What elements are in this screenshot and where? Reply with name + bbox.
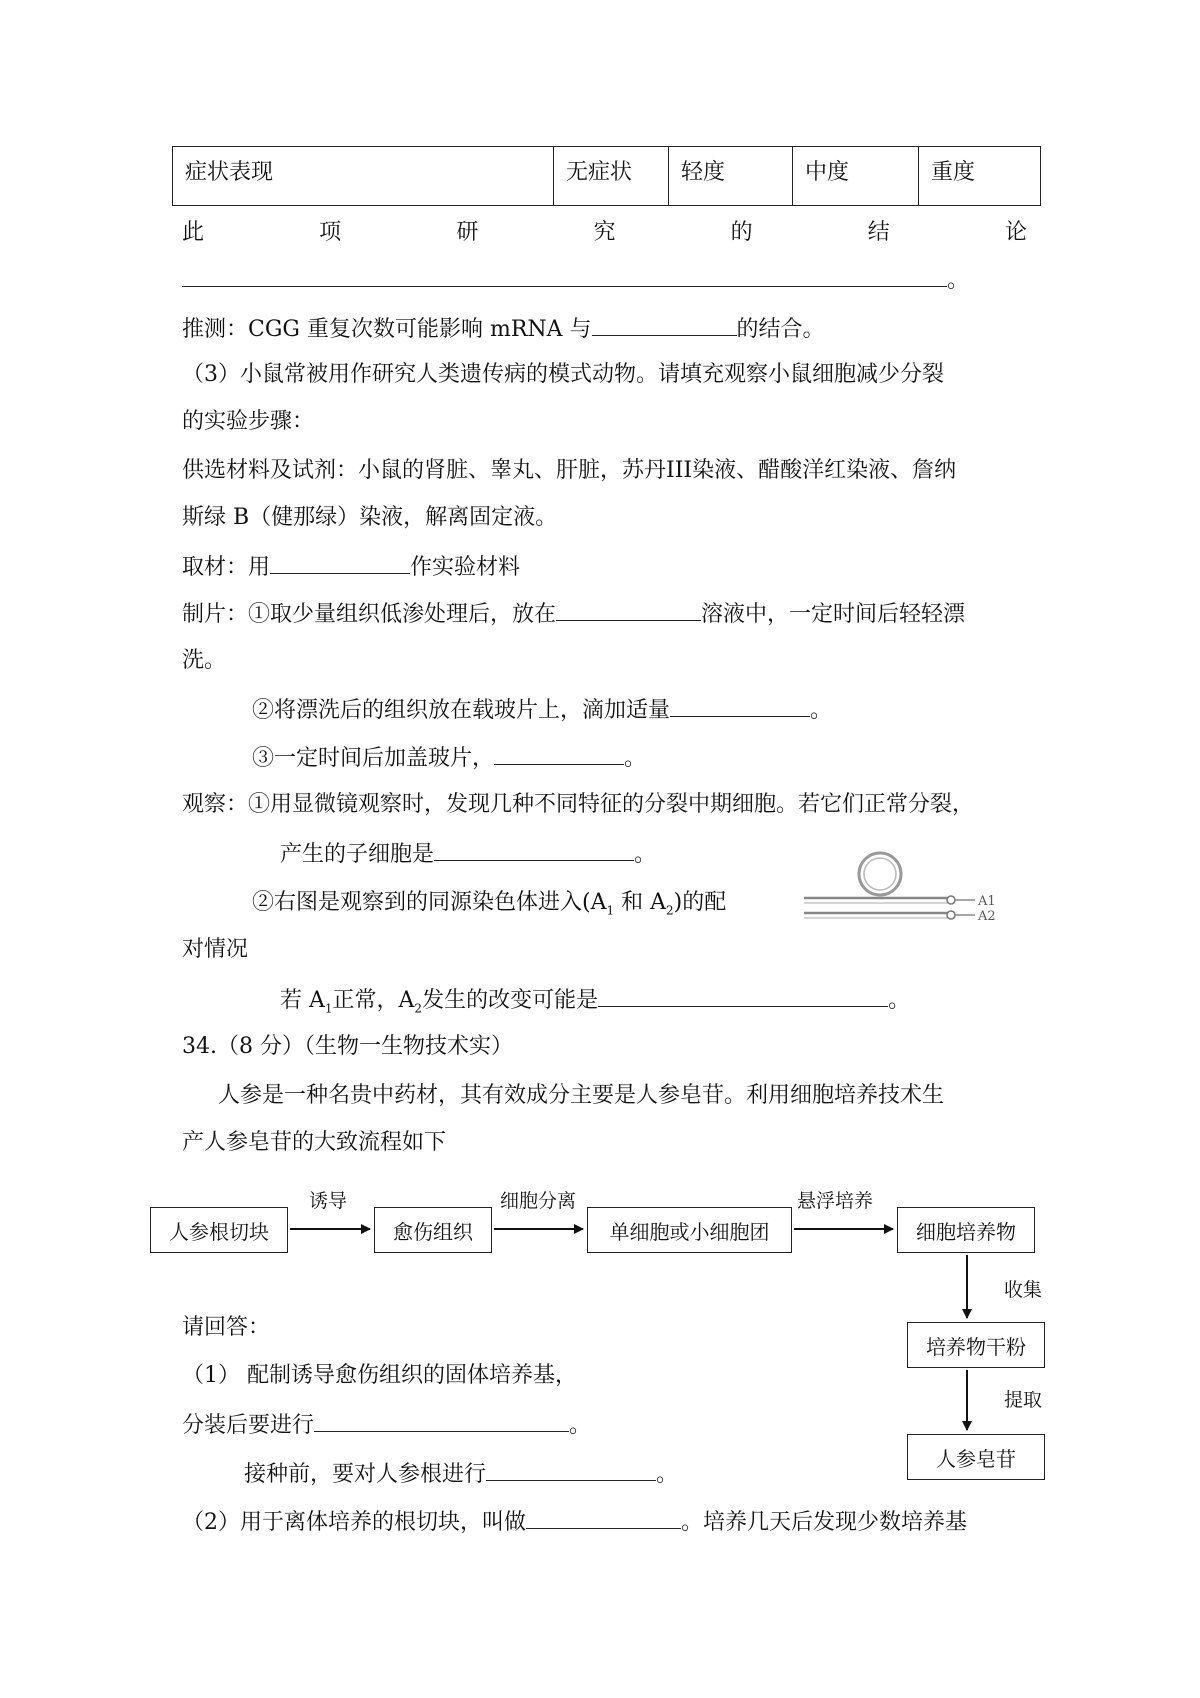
arrow-label-collect: 收集 (1004, 1279, 1043, 1301)
flow-box-root-cut: 人参根切块 (150, 1207, 288, 1253)
table-cell-mild: 轻度 (669, 147, 793, 206)
flow-box-dry-powder: 培养物干粉 (907, 1322, 1045, 1368)
take-material-line: 取材：用 作实验材料 (182, 551, 520, 583)
conclusion-char: 论 (1004, 220, 1027, 245)
arrow-label-extract: 提取 (1004, 1389, 1043, 1411)
materials-line1: 供选材料及试剂：小鼠的肾脏、睾丸、肝脏，苏丹III染液、醋酸洋红染液、詹纳 (182, 458, 957, 483)
prep-step1-cont: 洗。 (182, 648, 227, 673)
prep-step1: 制片：①取少量组织低渗处理后，放在 溶液中，一定时间后轻轻漂 (182, 598, 965, 630)
label-a2: A2 (978, 909, 996, 924)
observe-step1: 观察：①用显微镜观察时，发现几种不同特征的分裂中期细胞。若它们正常分裂， (182, 792, 975, 817)
conclusion-char: 究 (593, 220, 616, 245)
q2-line1: （2）用于离体培养的根切块，叫做 。培养几天后发现少数培养基 (182, 1506, 967, 1538)
conclusion-blank-line: 。 (182, 264, 969, 296)
table-cell-moderate: 中度 (793, 147, 919, 206)
question-34-title: 34.（8 分）（生物一生物技术实） (182, 1034, 513, 1059)
arrow-label-suspension-culture: 悬浮培养 (797, 1190, 874, 1212)
answer-blank[interactable] (486, 1458, 656, 1481)
q3-line2: 的实验步骤： (182, 409, 315, 434)
table-cell-symptom: 症状表现 (173, 147, 554, 206)
flow-box-ginsenoside: 人参皂苷 (907, 1434, 1045, 1480)
conclusion-char: 项 (319, 220, 342, 245)
q1-line2: 分装后要进行 。 (182, 1409, 591, 1441)
conclusion-char: 的 (730, 220, 753, 245)
arrow-label-cell-separation: 细胞分离 (500, 1190, 577, 1212)
prep-step3: ③一定时间后加盖玻片， 。 (252, 742, 646, 774)
q3-line1: （3）小鼠常被用作研究人类遗传病的模式动物。请填充观察小鼠细胞减少分裂 (182, 362, 944, 387)
prep-step2: ②将漂洗后的组织放在载玻片上，滴加适量 。 (252, 694, 832, 726)
q1-line1: （1） 配制诱导愈伤组织的固体培养基， (182, 1363, 577, 1388)
conclusion-char: 此 (182, 220, 205, 245)
table-cell-none: 无症状 (554, 147, 669, 206)
table-cell-severe: 重度 (919, 147, 1041, 206)
label-a1: A1 (978, 894, 996, 909)
answer-blank[interactable] (314, 1409, 569, 1432)
q34-intro-line2: 产人参皂苷的大致流程如下 (182, 1130, 447, 1155)
flow-box-callus: 愈伤组织 (374, 1207, 492, 1253)
observe-step2: ②右图是观察到的同源染色体进入($A_1$ 和 $A_2$)的配 (252, 890, 727, 918)
conclusion-char: 结 (867, 220, 890, 245)
materials-line2: 斯绿 B（健那绿）染液，解离固定液。 (182, 505, 558, 530)
flow-box-cell-culture: 细胞培养物 (897, 1207, 1035, 1253)
q34-intro-line1: 人参是一种名贵中药材，其有效成分主要是人参皂苷。利用细胞培养技术生 (218, 1083, 945, 1108)
observe-step2-cont: 对情况 (182, 937, 249, 962)
inference-line: 推测：CGG 重复次数可能影响 mRNA 与 的结合。 (182, 313, 825, 345)
observe-step1-cont: 产生的子细胞是 。 (280, 838, 656, 870)
answer-prompt: 请回答： (182, 1315, 271, 1340)
arrow-label-induce: 诱导 (309, 1190, 348, 1212)
q1-line3: 接种前，要对人参根进行 。 (244, 1458, 678, 1490)
answer-blank[interactable] (526, 1506, 681, 1529)
conclusion-char: 研 (456, 220, 479, 245)
observe-step3: 若 $A_1$正常，$A_2$发生的改变可能是 。 (280, 984, 910, 1023)
flow-box-single-cell: 单细胞或小细胞团 (587, 1207, 792, 1253)
